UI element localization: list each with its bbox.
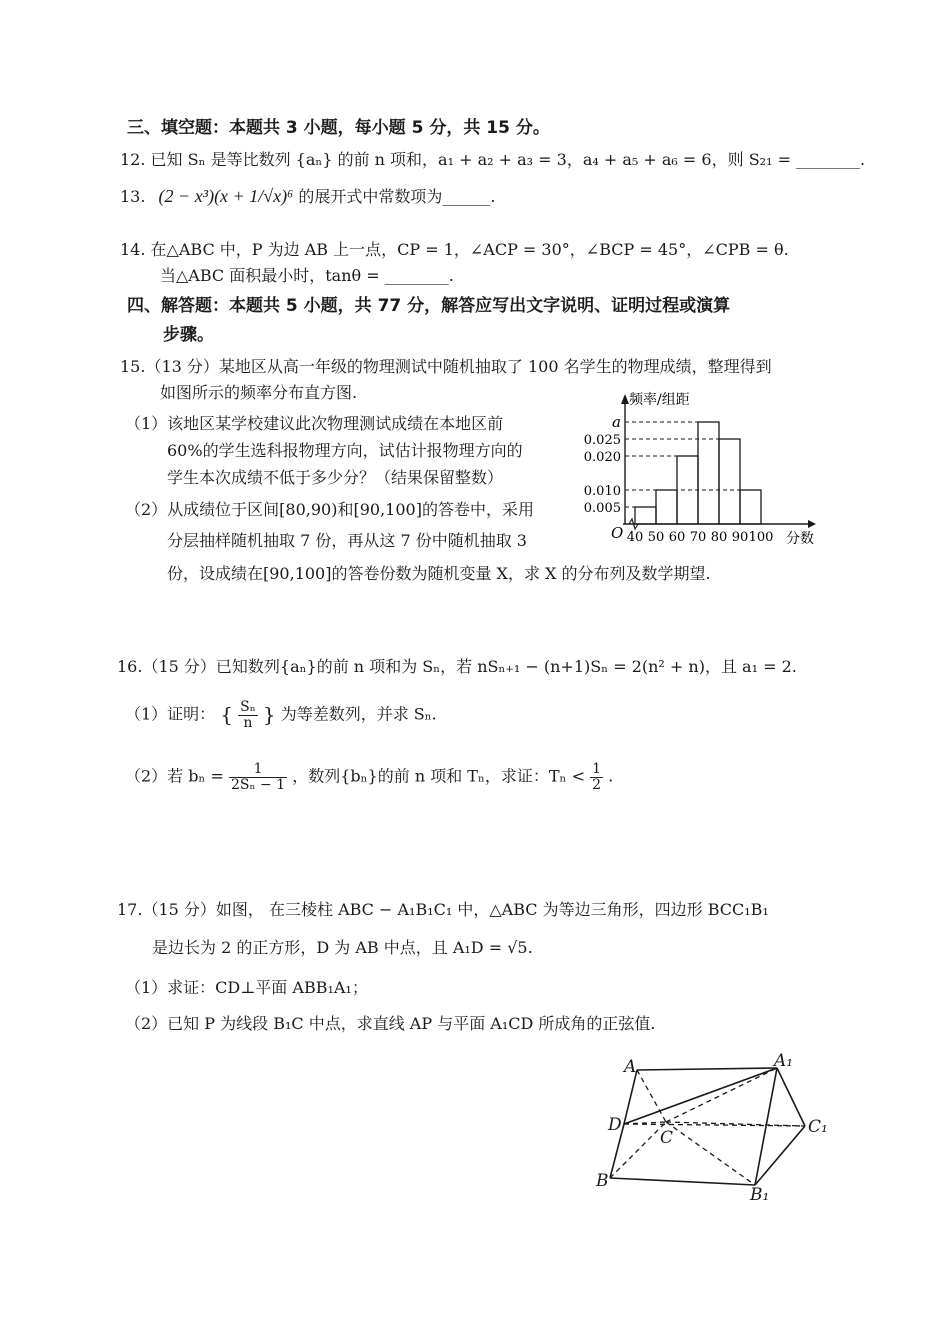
question-16-fraction-bn (229, 762, 287, 792)
question-14-line2: 当△ABC 面积最小时，tanθ = ________. (160, 266, 454, 285)
x-axis-label: 分数 (786, 531, 814, 547)
question-15-part2-line1: （2）从成绩位于区间[80,90)和[90,100]的答卷中，采用 (125, 500, 534, 519)
y-axis-arrow-icon (621, 394, 629, 404)
section-3-title: 三、填空题：本题共 3 小题，每小题 5 分，共 15 分。 (127, 118, 550, 138)
y-tick-label: 0.020 (583, 450, 621, 465)
histogram-bar (740, 490, 761, 524)
question-17-line2: 是边长为 2 的正方形，D 为 AB 中点，且 A₁D = √5. (152, 938, 533, 957)
question-16-part2-mid: ，数列{bₙ}的前 n 项和 Tₙ，求证：Tₙ < (292, 766, 585, 786)
question-15-part2-line3: 份，设成绩在[90,100]的答卷份数为随机变量 X，求 X 的分布列及数学期望. (167, 564, 711, 583)
histogram-bar (698, 422, 719, 524)
fraction-numerator: 1 (592, 761, 601, 777)
question-16-fraction-sn-over-n (238, 700, 258, 730)
question-17-part1: （1）求证：CD⊥平面 ABB₁A₁； (125, 978, 368, 997)
label-b: B (596, 1171, 609, 1191)
edge-c-a1 (666, 1068, 777, 1122)
label-a1: A₁ (774, 1051, 794, 1071)
y-tick-label: 0.025 (583, 433, 621, 448)
question-13 (120, 186, 496, 208)
histogram-bar (635, 507, 656, 524)
question-16-part2-end: . (608, 766, 614, 786)
x-axis-arrow-icon (808, 520, 816, 528)
question-15-part2-line2: 分层抽样随机抽取 7 份，再从这 7 份中随机抽取 3 (167, 531, 527, 550)
frequency-histogram (570, 384, 830, 554)
edge-d-a1 (624, 1068, 777, 1124)
section-4-title-line1: 四、解答题：本题共 5 小题，共 77 分，解答应写出文字说明、证明过程或演算 (127, 296, 731, 316)
edge-a1-c1 (777, 1068, 805, 1126)
edge-a1-b1 (755, 1068, 777, 1185)
x-tick-label: 80 (710, 530, 728, 545)
x-tick-label: 50 (647, 530, 665, 545)
x-tick-label: 40 (626, 530, 644, 545)
question-16-part2 (125, 762, 613, 792)
section-4-title-line2: 步骤。 (163, 325, 214, 345)
edge-b-b1 (610, 1178, 755, 1185)
question-12: 12. 已知 Sₙ 是等比数列 {aₙ} 的前 n 项和，a₁ + a₂ + a₃ = 3，a₄ + a₅ + a₆ = 6，则 S₂₁ = ________. (120, 150, 866, 169)
edge-c1-b1 (755, 1126, 805, 1185)
label-c1: C₁ (808, 1117, 828, 1137)
question-15-intro2: 如图所示的频率分布直方图. (160, 383, 358, 402)
question-17-part2: （2）已知 P 为线段 B₁C 中点，求直线 AP 与平面 A₁CD 所成角的正弦值. (125, 1014, 656, 1033)
histogram-bar (677, 456, 698, 524)
y-tick-label: 0.010 (583, 484, 621, 499)
histogram-bar (719, 439, 740, 524)
y-tick-label: 0.005 (583, 501, 621, 516)
question-16-part1-prefix: （1）证明： (125, 704, 216, 724)
left-brace-icon: { (220, 702, 234, 727)
y-axis-label: 频率/组距 (629, 392, 690, 408)
question-13-number: 13. (120, 187, 146, 206)
label-d: D (608, 1115, 622, 1135)
edge-a-d (624, 1070, 637, 1124)
fraction-denominator: 2Sₙ − 1 (231, 776, 286, 793)
origin-label: O (611, 524, 624, 542)
x-tick-label: 100 (748, 530, 774, 545)
question-17-line1: 17.（15 分）如图， 在三棱柱 ABC − A₁B₁C₁ 中，△ABC 为等边三角形，四边形 BCC₁B₁ (117, 900, 769, 919)
y-tick-label: a (612, 413, 621, 431)
right-brace-icon: } (262, 702, 276, 727)
question-13-suffix: 的展开式中常数项为______. (298, 187, 496, 206)
fraction-numerator: 1 (229, 762, 287, 778)
question-16-part2-prefix: （2）若 bₙ = (125, 766, 230, 786)
label-b1: B₁ (750, 1185, 770, 1200)
x-tick-label: 60 (668, 530, 686, 545)
histogram-bar (656, 490, 677, 524)
question-15-part1-line1: （1）该地区某学校建议此次物理测试成绩在本地区前 (125, 414, 504, 433)
question-15-part1-line2: 60%的学生选科报物理方向，试估计报物理方向的 (167, 441, 523, 460)
fraction-denominator: n (243, 714, 253, 731)
fraction-denominator: 2 (592, 776, 601, 793)
question-13-expression: (2 − x³)(x + 1/√x)⁶ (158, 186, 294, 206)
x-tick-label: 70 (689, 530, 707, 545)
question-15-intro1: 15.（13 分）某地区从高一年级的物理测试中随机抽取了 100 名学生的物理成绩，整理得到 (120, 357, 772, 376)
question-16-part1-suffix: 为等差数列，并求 Sₙ. (280, 704, 437, 724)
question-16-intro: 16.（15 分）已知数列{aₙ}的前 n 项和为 Sₙ，若 nSₙ₊₁ − (n+1)Sₙ = 2(n² + n)，且 a₁ = 2. (117, 657, 797, 676)
question-15-part1-line3: 学生本次成绩不低于多少分？（结果保留整数） (167, 468, 504, 487)
question-16-part1 (125, 700, 437, 730)
question-16-fraction-half (590, 762, 603, 792)
label-a: A (624, 1057, 637, 1077)
triangular-prism-figure (590, 1050, 840, 1200)
edge-c-b1 (666, 1122, 755, 1185)
fraction-numerator: Sₙ (240, 699, 256, 715)
question-14-line1: 14. 在△ABC 中，P 为边 AB 上一点，CP = 1，∠ACP = 30°，∠BCP = 45°，∠CPB = θ. (120, 240, 789, 259)
x-tick-label: 90 (731, 530, 749, 545)
edge-a-a1 (637, 1068, 777, 1070)
label-c: C (660, 1128, 674, 1148)
